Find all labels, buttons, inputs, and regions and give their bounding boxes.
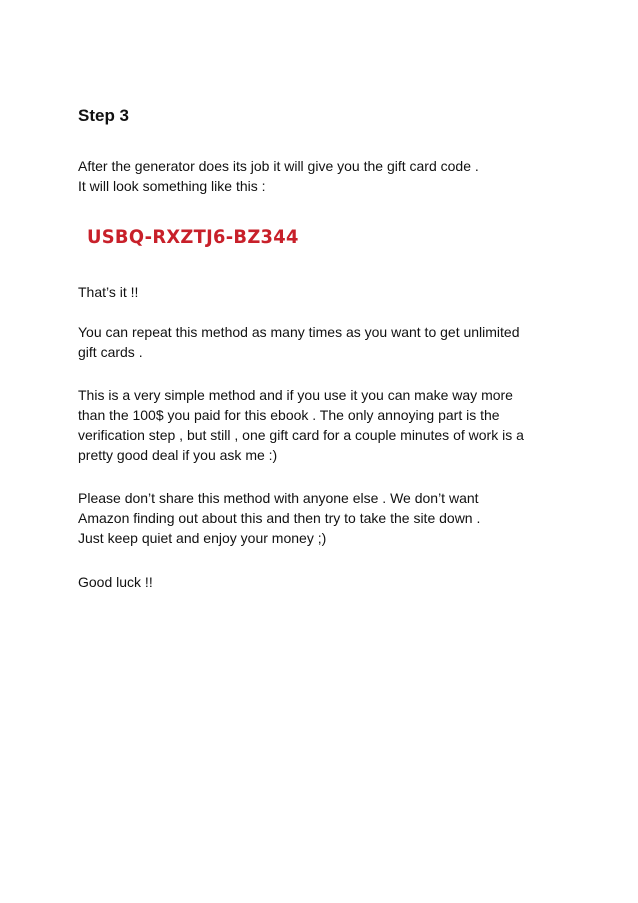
intro-line-1: After the generator does its job it will give you the gift card code . xyxy=(78,158,479,174)
repeat-line-1: You can repeat this method as many times as you want to get unlimited xyxy=(78,324,520,340)
closing-paragraph xyxy=(78,572,578,592)
thats-it-line: That’s it !! xyxy=(78,284,139,300)
simple-method-paragraph xyxy=(78,385,578,465)
please-paragraph xyxy=(78,488,578,548)
repeat-paragraph xyxy=(78,322,578,362)
simple-line-4: pretty good deal if you ask me :) xyxy=(78,447,278,463)
please-line-1: Please don’t share this method with anyone else . We don’t want xyxy=(78,490,479,506)
simple-line-3: verification step , but still , one gift card for a couple minutes of work is a xyxy=(78,427,524,443)
thats-it-paragraph xyxy=(78,282,578,302)
please-line-3: Just keep quiet and enjoy your money ;) xyxy=(78,530,327,546)
step-heading: Step 3 xyxy=(78,106,130,125)
intro-paragraph xyxy=(78,156,578,196)
please-line-2: Amazon finding out about this and then try to take the site down . xyxy=(78,510,481,526)
repeat-line-2: gift cards . xyxy=(78,344,143,360)
closing-line: Good luck !! xyxy=(78,574,153,590)
simple-line-2: than the 100$ you paid for this ebook . The only annoying part is the xyxy=(78,407,500,423)
intro-line-2: It will look something like this : xyxy=(78,178,266,194)
example-code-image: USBQ-RXZTJ6-BZ344 xyxy=(87,226,299,248)
simple-line-1: This is a very simple method and if you use it you can make way more xyxy=(78,387,513,403)
